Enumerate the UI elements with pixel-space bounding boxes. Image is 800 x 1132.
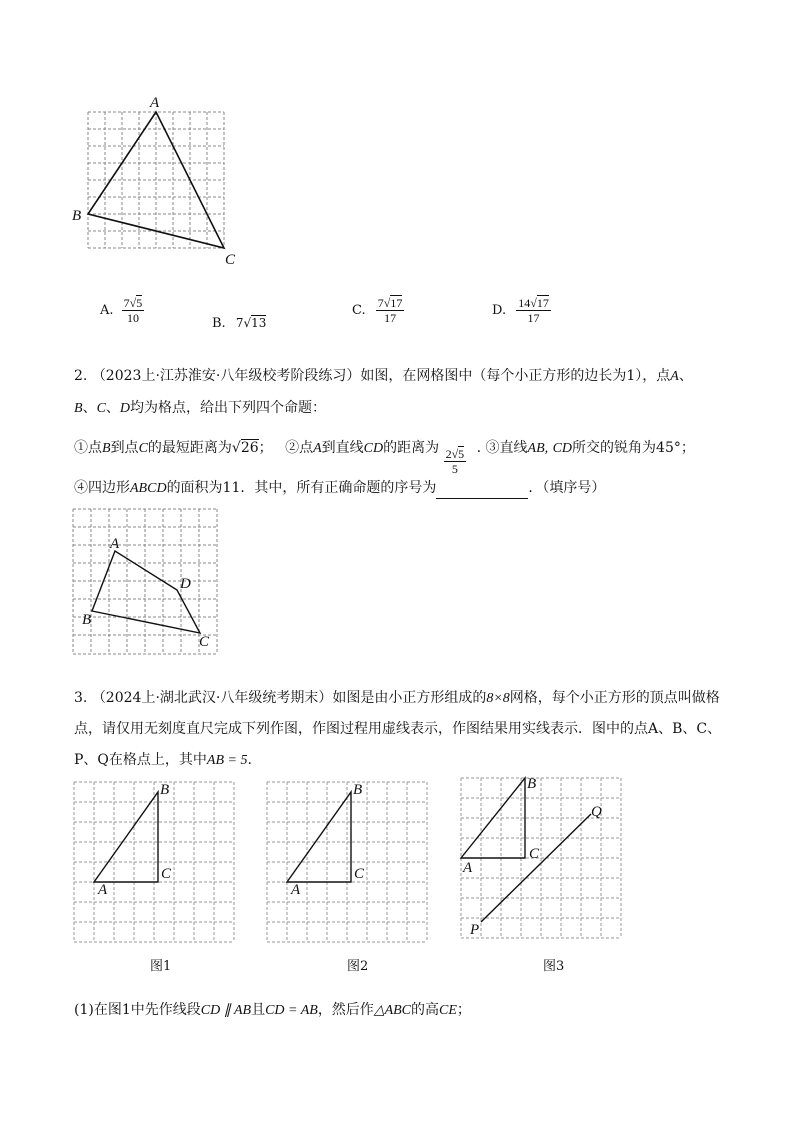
q2-label-b: B: [82, 612, 92, 628]
q3-line3: P、Q在格点上，其中AB = 5.: [74, 752, 252, 768]
q3-figure-3: [458, 774, 633, 946]
q3-fig1-label-b: B: [160, 782, 170, 798]
q3-fig2-label-a: A: [291, 882, 301, 898]
q3-figure-2: [265, 778, 437, 946]
q2-figure: [70, 506, 225, 658]
q3-caption-1: 图1: [150, 959, 172, 974]
q3-figure-1: [72, 778, 244, 946]
q3-sub1: (1)在图1中先作线段CD ∥ AB且CD = AB，然后作△ABC的高CE；: [74, 1002, 471, 1018]
q1-option-b: B. 7√13: [212, 316, 267, 331]
q2-line1: 2. （2023上·江苏淮安·八年级校考阶段练习）如图，在网格图中（每个小正方形的边长为1），点A、: [74, 368, 693, 384]
q3-caption-2: 图2: [347, 959, 369, 974]
answer-blank[interactable]: [436, 482, 528, 499]
q1-label-c: C: [225, 252, 236, 268]
q1-option-a: A. $\frac{7√5}{10}$: [100, 296, 143, 325]
q1-option-d: D. $\frac{14√17}{17}$: [492, 296, 549, 325]
q3-line2: 点，请仅用无刻度直尺完成下列作图，作图过程用虚线表示，作图结果用实线表示．图中的点A、B、C、: [74, 721, 722, 737]
q3-fig3-segment-pq: [481, 814, 591, 922]
q2-label-d: D: [180, 576, 191, 592]
q3-fig3-label-q: Q: [591, 804, 602, 820]
q2-label-c: C: [199, 634, 210, 650]
q3-line1: 3. （2024上·湖北武汉·八年级统考期末）如图是由小正方形组成的8×8网格，每个小正方形的顶点叫做格: [74, 690, 720, 706]
q3-caption-3: 图3: [543, 959, 565, 974]
q2-label-a: A: [110, 536, 120, 552]
q3-fig2-label-b: B: [353, 782, 363, 798]
q2-line3: ①点B到点C的最短距离为√26； ②点A到直线CD的距离为 $\frac{2√5}{5}$ . ③直线AB, CD所交的锐角为45°；: [74, 440, 695, 476]
q1-label-b: B: [72, 208, 82, 224]
q3-fig3-triangle: [461, 778, 525, 858]
q3-fig2-triangle: [287, 792, 351, 882]
q3-fig1-label-a: A: [98, 882, 108, 898]
q3-fig1-label-c: C: [161, 866, 172, 882]
q2-line2: B、C、D均为格点，给出下列四个命题：: [74, 400, 327, 416]
q1-label-a: A: [150, 95, 160, 111]
q2-line4: ④四边形ABCD的面积为11．其中，所有正确命题的序号为 ．（填序号）: [74, 478, 605, 499]
q3-fig3-label-b: B: [527, 776, 537, 792]
q3-fig1-triangle: [94, 792, 158, 882]
q3-fig3-label-a: A: [463, 860, 473, 876]
q3-fig3-label-p: P: [470, 922, 480, 938]
q3-fig2-label-c: C: [354, 866, 365, 882]
q1-option-c: C. $\frac{7√17}{17}$: [352, 296, 403, 325]
q1-figure: [70, 92, 245, 270]
q3-fig3-label-c: C: [529, 846, 540, 862]
